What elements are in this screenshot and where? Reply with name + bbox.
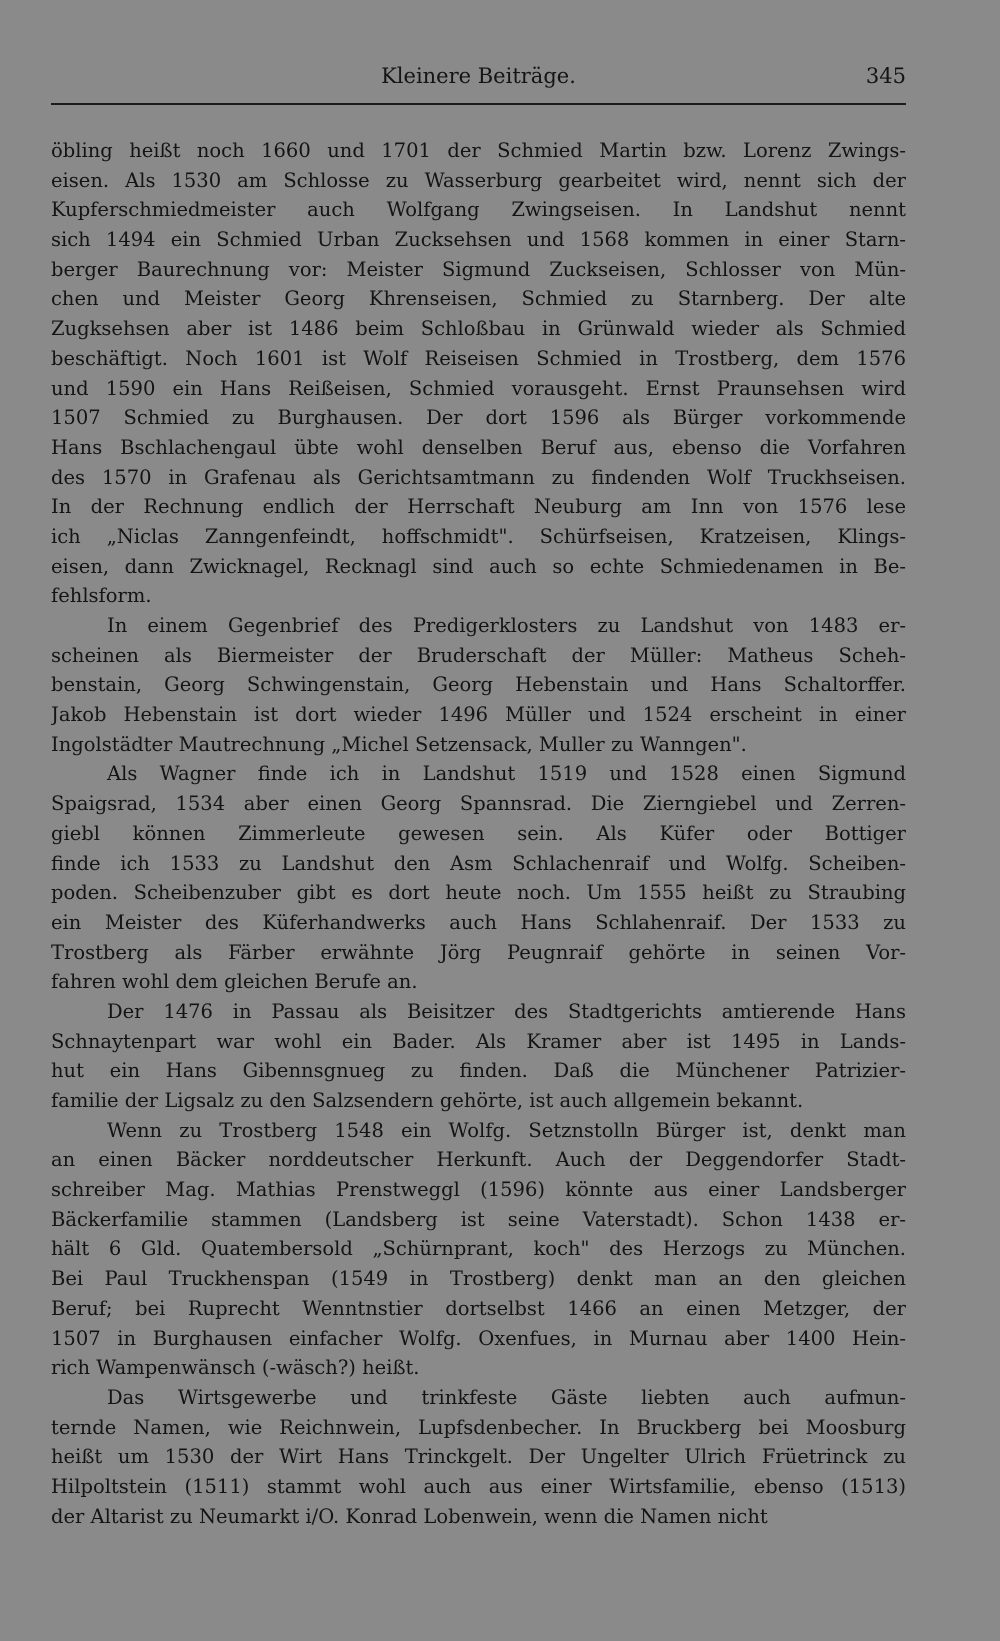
text-line: Wenn zu Trostberg 1548 ein Wolfg. Setznstolln Bürger ist, denkt man — [107, 1118, 906, 1142]
page-header — [51, 62, 906, 94]
text-line: finde ich 1533 zu Landshut den Asm Schlachenraif und Wolfg. Scheiben- — [51, 851, 906, 875]
running-title: Kleinere Beiträge. — [381, 64, 576, 88]
paragraph — [51, 136, 906, 611]
text-line: In der Rechnung endlich der Herrschaft Neuburg am Inn von 1576 lese — [51, 495, 906, 519]
text-line: chen und Meister Georg Khrenseisen, Schmied zu Starnberg. Der alte — [51, 287, 906, 311]
text-line: Schnaytenpart war wohl ein Bader. Als Kramer aber ist 1495 in Lands- — [51, 1029, 906, 1053]
text-line: öbling heißt noch 1660 und 1701 der Schmied Martin bzw. Lorenz Zwings- — [51, 139, 906, 162]
text-line: poden. Scheibenzuber gibt es dort heute noch. Um 1555 heißt zu Straubing — [51, 881, 906, 905]
text-line: Das Wirtsgewerbe und trinkfeste Gäste liebten auch aufmun- — [107, 1385, 906, 1409]
text-line: ich „Niclas Zanngenfeindt, hoffschmidt". Schürfseisen, Kratzeisen, Klings- — [51, 524, 906, 548]
text-line: des 1570 in Grafenau als Gerichtsamtmann zu findenden Wolf Truckhseisen. — [51, 465, 906, 489]
text-line: fahren wohl dem gleichen Berufe an. — [51, 970, 418, 994]
header-rule — [51, 103, 906, 105]
text-line: Bäckerfamilie stammen (Landsberg ist seine Vaterstadt). Schon 1438 er- — [51, 1207, 906, 1231]
text-line: Hans Bschlachengaul übte wohl denselben Beruf aus, ebenso die Vorfahren — [51, 435, 906, 459]
body-text — [51, 136, 906, 1531]
page-number: 345 — [865, 64, 906, 88]
text-line: an einen Bäcker norddeutscher Herkunft. Auch der Deggendorfer Stadt- — [51, 1148, 906, 1172]
paragraph — [51, 611, 906, 759]
text-line: Trostberg als Färber erwähnte Jörg Peugnraif gehörte in seinen Vor- — [51, 940, 906, 964]
text-line: 1507 Schmied zu Burghausen. Der dort 1596 als Bürger vorkommende — [51, 406, 906, 430]
text-line: eisen. Als 1530 am Schlosse zu Wasserburg gearbeitet wird, nennt sich der — [51, 168, 906, 192]
text-line: rich Wampenwänsch (-wäsch?) heißt. — [51, 1356, 420, 1380]
text-line: ein Meister des Küferhandwerks auch Hans Schlahenraif. Der 1533 zu — [51, 910, 906, 934]
text-line: Jakob Hebenstain ist dort wieder 1496 Müller und 1524 erscheint in einer — [51, 703, 906, 727]
text-line: scheinen als Biermeister der Bruderschaft der Müller: Matheus Scheh- — [51, 643, 906, 667]
text-line: In einem Gegenbrief des Predigerklosters zu Landshut von 1483 er- — [107, 614, 906, 637]
text-line: Hilpoltstein (1511) stammt wohl auch aus einer Wirtsfamilie, ebenso (1513) — [51, 1474, 906, 1498]
text-line: beschäftigt. Noch 1601 ist Wolf Reiseisen Schmied in Trostberg, dem 1576 — [51, 346, 906, 370]
paragraph — [51, 1383, 906, 1531]
text-line: hält 6 Gld. Quatembersold „Schürnprant, koch" des Herzogs zu München. — [51, 1237, 906, 1261]
text-line: sich 1494 ein Schmied Urban Zucksehsen und 1568 kommen in einer Starn- — [51, 228, 906, 252]
text-line: Bei Paul Truckhenspan (1549 in Trostberg) denkt man an den gleichen — [51, 1267, 906, 1291]
text-line: eisen, dann Zwicknagel, Recknagl sind auch so echte Schmiedenamen in Be- — [51, 554, 906, 578]
text-line: ternde Namen, wie Reichnwein, Lupfsdenbecher. In Bruckberg bei Moosburg — [51, 1415, 906, 1439]
paragraph — [51, 759, 906, 997]
text-line: Zugksehsen aber ist 1486 beim Schloßbau in Grünwald wieder als Schmied — [51, 317, 906, 341]
text-line: Der 1476 in Passau als Beisitzer des Stadtgerichts amtierende Hans — [107, 999, 906, 1023]
text-line: Als Wagner finde ich in Landshut 1519 und 1528 einen Sigmund — [107, 762, 906, 786]
text-line: Beruf; bei Ruprecht Wenntnstier dortselbst 1466 an einen Metzger, der — [51, 1296, 906, 1320]
text-line: Spaigsrad, 1534 aber einen Georg Spannsrad. Die Zierngiebel und Zerren- — [51, 792, 906, 816]
text-line: Kupferschmiedmeister auch Wolfgang Zwingseisen. In Landshut nennt — [51, 198, 906, 222]
text-line: der Altarist zu Neumarkt i/O. Konrad Lobenwein, wenn die Namen nicht — [51, 1504, 768, 1528]
text-line: 1507 in Burghausen einfacher Wolfg. Oxenfues, in Murnau aber 1400 Hein- — [51, 1326, 906, 1350]
paragraph — [51, 997, 906, 1116]
text-line: hut ein Hans Gibennsgnueg zu finden. Daß die Münchener Patrizier- — [51, 1059, 906, 1083]
text-line: giebl können Zimmerleute gewesen sein. Als Küfer oder Bottiger — [51, 821, 906, 845]
text-line: heißt um 1530 der Wirt Hans Trinckgelt. Der Ungelter Ulrich Früetrinck zu — [51, 1445, 906, 1469]
text-line: fehlsform. — [51, 584, 152, 608]
paragraph — [51, 1116, 906, 1383]
text-line: Ingolstädter Mautrechnung „Michel Setzensack, Muller zu Wanngen". — [51, 732, 747, 756]
text-line: familie der Ligsalz zu den Salzsendern gehörte, ist auch allgemein bekannt. — [51, 1089, 804, 1112]
text-line: berger Baurechnung vor: Meister Sigmund Zuckseisen, Schlosser von Mün- — [51, 257, 906, 281]
text-line: schreiber Mag. Mathias Prenstweggl (1596) könnte aus einer Landsberger — [51, 1178, 906, 1202]
text-line: und 1590 ein Hans Reißeisen, Schmied vorausgeht. Ernst Praunsehsen wird — [51, 376, 906, 400]
text-line: benstain, Georg Schwingenstain, Georg Hebenstain und Hans Schaltorffer. — [51, 673, 906, 697]
